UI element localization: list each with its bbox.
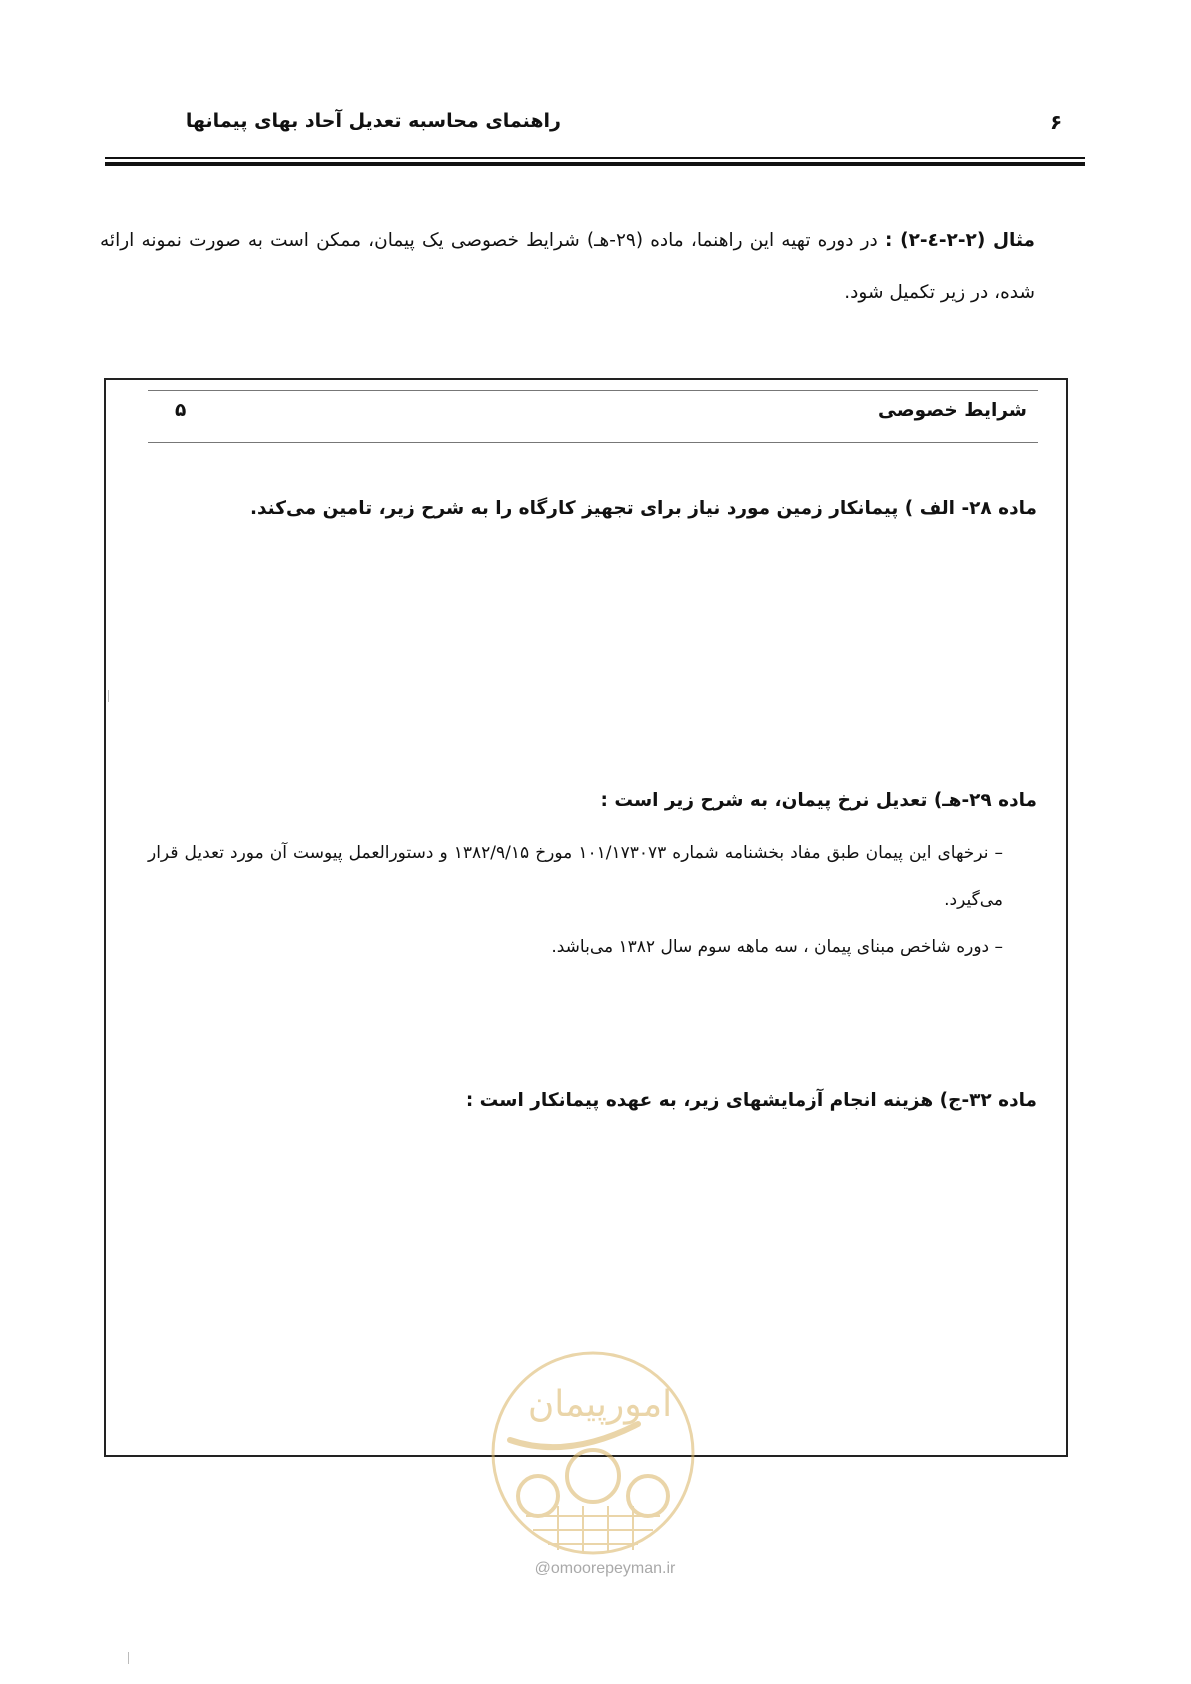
excerpt-page-number: ۵ [175,400,187,421]
example-label: مثال (۲-۲-٤-۲) : [884,230,1036,251]
running-header-title: راهنمای محاسبه تعدیل آحاد بهای پیمانها [185,110,561,132]
header-rule-thick [105,162,1085,166]
article-29-item-1: – نرخهای این پیمان طبق مفاد بخشنامه شماره ۱۰۱/۱۷۳۰۷۳ مورخ ۱۳۸۲/۹/۱۵ و دستورالعمل پیوست آن مورد تعدیل قرار می‌گیرد. [148,843,1003,910]
example-paragraph [100,215,1035,319]
watermark-gears [518,1450,668,1516]
watermark-swoosh [510,1424,638,1447]
example-text: در دوره تهیه این راهنما، ماده (۲۹-هـ) شرایط خصوصی یک پیمان، ممکن است به صورت نمونه ارائه شده، در زیر تکمیل شود. [100,230,1035,303]
article-29-item-2: – دوره شاخص مبنای پیمان ، سه ماهه سوم سال ۱۳۸۲ می‌باشد. [551,937,1003,957]
header-rule-thin [105,157,1085,159]
watermark-ring [493,1353,693,1553]
scan-mark [128,1652,129,1664]
scan-mark [108,690,109,702]
article-32: ماده ۳۲-ج) هزینه انجام آزمایشهای زیر، به عهده پیمانکار است : [465,1090,1037,1111]
watermark-logo [488,1348,698,1558]
article-29: ماده ۲۹-هـ) تعدیل نرخ پیمان، به شرح زیر است : [600,790,1037,811]
article-29-list [148,830,1003,971]
excerpt-top-rule [148,390,1038,391]
page-number: ۶ [1050,110,1063,134]
article-28: ماده ۲۸- الف ) پیمانکار زمین مورد نیاز برای تجهیز کارگاه را به شرح زیر، تامین می‌کند. [249,498,1037,519]
excerpt-heading-rule [148,442,1038,443]
watermark-logo-text: امورپیمان [527,1384,673,1425]
excerpt-heading: شرایط خصوصی [878,400,1027,421]
watermark-url: @omoorepeyman.ir [534,1560,676,1577]
